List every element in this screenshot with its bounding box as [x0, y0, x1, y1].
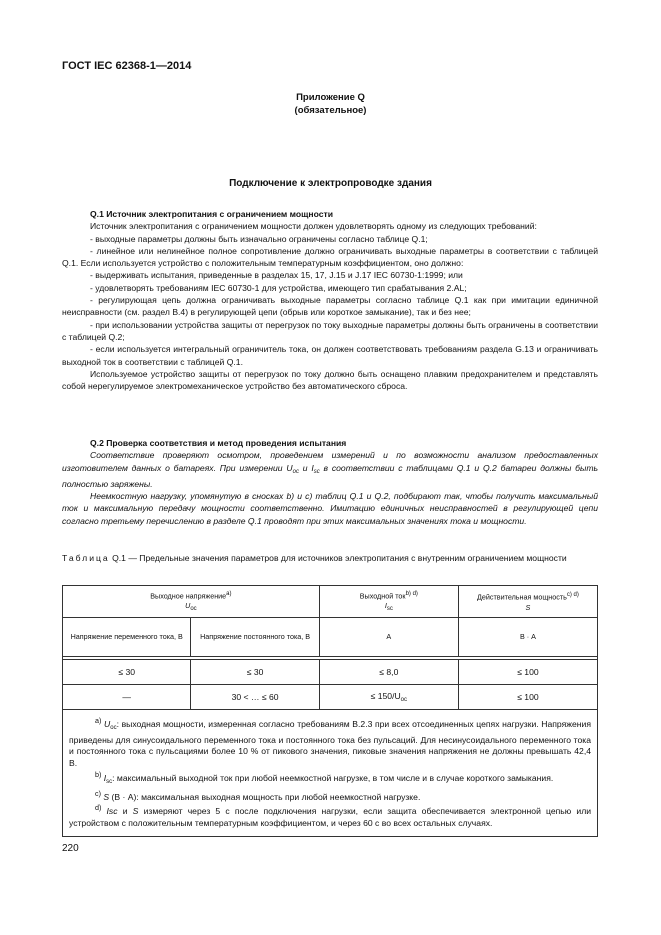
table-cell: ≤ 30 — [191, 660, 319, 685]
list-item: - удовлетворять требованиям IEC 60730-1 для устройства, имеющего тип срабатывания 2.AL; — [90, 282, 467, 293]
paragraph: Неемкостную нагрузку, упомянутую в сносках b) и c) таблиц Q.1 и Q.2, подбирают так, чтобы получить максимальный ток и максимальную передачу мощности соответственно. Имитацию единичных неисправностей в регулирующей цепи согласно третьему перечислению в разделе Q.1 проводят при этих максимальных значениях тока и мощности. — [62, 491, 598, 526]
paragraph: Источник электропитания с ограничением мощности должен удовлетворять одному из следующих требований: — [90, 221, 537, 232]
list-item: - линейное или нелинейное полное сопротивление должно ограничивать выходные параметры в соответствии с таблицей Q.1. Если используется устройство с положительным температурным коэффициентом, оно должно: — [62, 245, 598, 269]
paragraph: Используемое устройство защиты от перегрузок по току должно быть оснащено плавким предохранителем и представлять собой нерегулируемое электромеханическое устройство без автоматического сброса. — [62, 368, 598, 392]
header-unit-a: А — [319, 618, 458, 657]
footnote-a: $^{a)}$ $U_{oc}$: выходная мощности, измеренная согласно требованиям В.2.3 при всех отсоединенных цепях нагрузки. Напряжения приведены для синусоидального переменного тока и постоянного тока без пульсаций. Для несинусоидального переменного тока и постоянного тока с пульсациями более 10 % от пикового значения, пиковые значения напряжения не должны превышать 42,4 В. — [69, 717, 591, 769]
header-power: Действительная мощность$^{c) d)}$ S — [458, 586, 597, 618]
list-item: - выходные параметры должны быть изначально ограничены согласно таблице Q.1; — [90, 233, 428, 244]
paragraph: Соответствие проверяют осмотром, проведением измерений и по возможности анализом предоставленных изготовителем данных о батареях. При измерении $U_{oc}$ и $I_{sc}$ в соответствии с таблицами Q.1 и Q.2 батареи должны быть полностью заряжены. — [62, 450, 599, 489]
table-cell: ≤ 100 — [458, 660, 597, 685]
header-current: Выходной ток$^{b) d)}$ $I_{sc}$ — [319, 586, 458, 618]
list-item: - регулирующая цепь должна ограничивать выходные параметры согласно таблице Q.1 как при имитации единичной неисправности (см. раздел В.4) в регулирующей цепи (обрыв или короткое замыкание), так и без нее; — [62, 295, 598, 318]
table-cell: ≤ $150/U_{oc}$ — [319, 685, 458, 710]
section-q1 — [62, 208, 598, 392]
list-item: - при использовании устройства защиты от перегрузок по току выходные параметры должны быть ограничены в соответствии с таблицей Q.2; — [62, 319, 598, 342]
standard-designation: ГОСТ IEC 62368-1—2014 — [62, 60, 192, 72]
section-heading: Q.2 Проверка соответствия и метод проведения испытания — [90, 438, 347, 448]
table-notes — [63, 710, 598, 837]
appendix-title: Приложение Q — [296, 92, 365, 103]
header-ac: Напряжение переменного тока, В — [63, 618, 191, 657]
section-heading: Q.1 Источник электропитания с ограничением мощности — [90, 209, 333, 219]
header-voltage: Выходное напряжение$^{a)}$ $U_{oc}$ — [63, 586, 320, 618]
table-cell: ≤ 8,0 — [319, 660, 458, 685]
list-item: - если используется интегральный ограничитель тока, он должен соответствовать требованиям раздела G.13 и ограничивать выходной ток в соответствии с таблицей Q.1. — [62, 344, 598, 367]
appendix-subtitle: (обязательное) — [294, 105, 367, 116]
table-cell: 30 < … ≤ 60 — [191, 685, 319, 710]
footnote-c: $^{c)}$ S (В · А): максимальная выходная мощность при любой неемкостной нагрузке. — [95, 789, 421, 802]
section-q2 — [62, 437, 598, 527]
footnote-d: $^{d)}$ Isc и S измеряют через 5 с после подключения нагрузки, если защита обеспечивается электронной цепью или устройством с положительным температурным коэффициентом, и через 60 с во всех остальных случаях. — [69, 804, 592, 829]
header-unit-va: В · А — [458, 618, 597, 657]
table-cell: ≤ 30 — [63, 660, 191, 685]
page-number: 220 — [62, 843, 79, 854]
table-caption: Таблица Q.1 — Предельные значения параметров для источников электропитания с внутренним ограничением мощности — [62, 553, 567, 563]
list-item: - выдерживать испытания, приведенные в разделах 15, 17, J.15 и J.17 IEC 60730-1:1999; или — [90, 270, 463, 281]
limits-table — [62, 585, 598, 837]
main-title: Подключение к электропроводке здания — [229, 178, 432, 189]
header-dc: Напряжение постоянного тока, В — [191, 618, 319, 657]
footnote-b: $^{b)}$ $I_{sc}$: максимальный выходной ток при любой неемкостной нагрузке, в том числе и в случае короткого замыкания. — [95, 771, 554, 785]
table-cell: ≤ 100 — [458, 685, 597, 710]
table-cell: — — [63, 685, 191, 710]
